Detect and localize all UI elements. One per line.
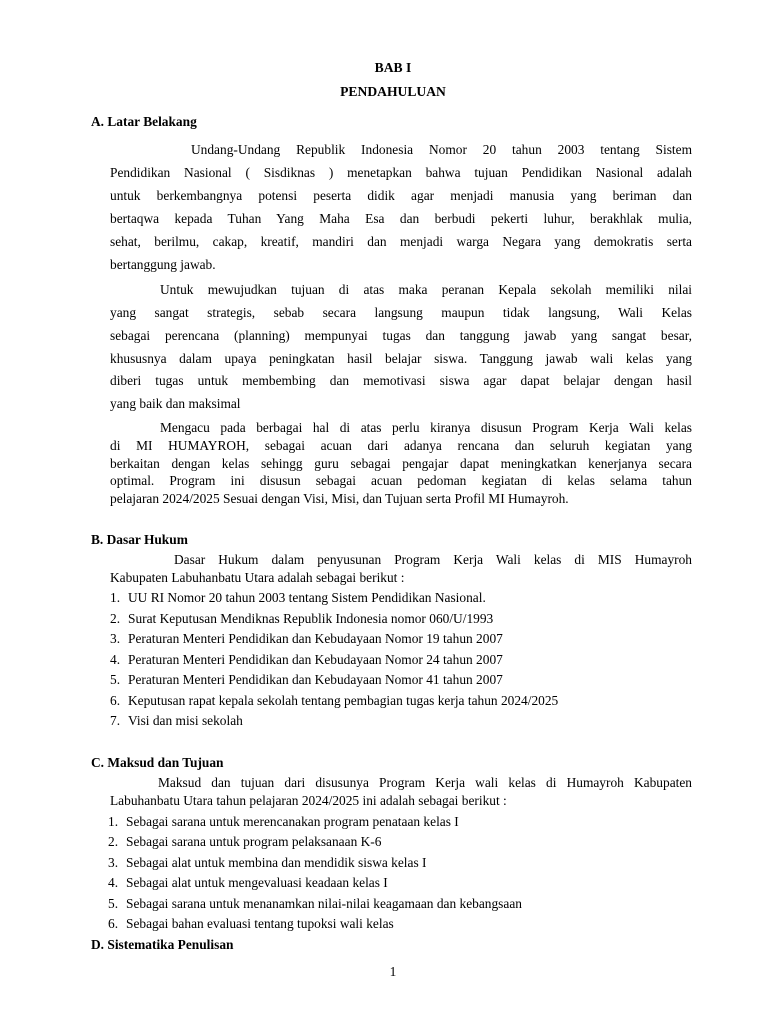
text-line: yang baik dan maksimal [110, 396, 241, 411]
list-number: 4. [108, 875, 119, 890]
list-number: 5. [110, 672, 121, 687]
list-text: Surat Keputusan Mendiknas Republik Indonesia nomor 060/U/1993 [128, 611, 494, 626]
list-number: 5. [108, 896, 119, 911]
list-number: 6. [108, 916, 119, 931]
text-line: optimal. Program ini disusun sebagai acuan pedoman kegiatan di kelas selama tahun [110, 473, 692, 488]
section-b-heading: B. Dasar Hukum [91, 532, 188, 547]
text-line: diberi tugas untuk membembing dan memotivasi siswa agar dapat belajar dengan hasil [110, 373, 692, 388]
text-line: Labuhanbatu Utara tahun pelajaran 2024/2025 ini adalah sebagai berikut : [110, 793, 507, 808]
list-text: Peraturan Menteri Pendidikan dan Kebudayaan Nomor 24 tahun 2007 [128, 652, 503, 667]
section-c-heading: C. Maksud dan Tujuan [91, 755, 224, 770]
list-number: 7. [110, 713, 121, 728]
text-line: pelajaran 2024/2025 Sesuai dengan Visi, Misi, dan Tujuan serta Profil MI Humayroh. [110, 491, 569, 506]
text-line: yang sangat strategis, sebab secara langsung maupun tidak langsung, Wali Kelas [110, 305, 692, 320]
list-text: Sebagai sarana untuk menanamkan nilai-nilai keagamaan dan kebangsaan [126, 896, 522, 911]
text-line: khususnya dalam upaya peningkatan hasil belajar siswa. Tanggung jawab wali kelas yang [110, 351, 692, 366]
list-number: 4. [110, 652, 121, 667]
list-text: Sebagai alat untuk mengevaluasi keadaan kelas I [126, 875, 388, 890]
text-line: sehat, berilmu, cakap, kreatif, mandiri dan menjadi warga Negara yang demokratis serta [110, 234, 692, 249]
list-number: 3. [108, 855, 119, 870]
text-line: bertanggung jawab. [110, 257, 216, 272]
text-line: Mengacu pada berbagai hal di atas perlu kiranya disusun Program Kerja Wali kelas [160, 420, 692, 435]
list-text: Keputusan rapat kepala sekolah tentang pembagian tugas kerja tahun 2024/2025 [128, 693, 559, 708]
section-d-heading: D. Sistematika Penulisan [91, 937, 234, 952]
list-text: Peraturan Menteri Pendidikan dan Kebudayaan Nomor 41 tahun 2007 [128, 672, 503, 687]
text-line: berkaitan dengan kelas sehingg guru sebagai pengajar dapat meningkatkan kenerjanya secara [110, 456, 692, 471]
chapter-subtitle: PENDAHULUAN [340, 84, 446, 99]
section-a-heading: A. Latar Belakang [91, 114, 197, 129]
list-number: 1. [108, 814, 119, 829]
list-text: Visi dan misi sekolah [128, 713, 243, 728]
text-line: Pendidikan Nasional ( Sisdiknas ) menetapkan bahwa tujuan Pendidikan Nasional adalah [110, 165, 692, 180]
text-line: Undang-Undang Republik Indonesia Nomor 20 tahun 2003 tentang Sistem [191, 142, 692, 157]
text-line: Maksud dan tujuan dari disusunya Program Kerja wali kelas di Humayroh Kabupaten [158, 775, 692, 790]
text-line: bertaqwa kepada Tuhan Yang Maha Esa dan berbudi pekerti luhur, berakhlak mulia, [110, 211, 692, 226]
chapter-title: BAB I [374, 60, 412, 75]
text-line: Untuk mewujudkan tujuan di atas maka peranan Kepala sekolah memiliki nilai [160, 282, 692, 297]
list-text: Sebagai sarana untuk program pelaksanaan K-6 [126, 834, 382, 849]
text-line: Dasar Hukum dalam penyusunan Program Kerja Wali kelas di MIS Humayroh [174, 552, 692, 567]
list-number: 6. [110, 693, 121, 708]
text-line: untuk berkembangnya potensi peserta didik agar menjadi manusia yang beriman dan [110, 188, 692, 203]
list-number: 3. [110, 631, 121, 646]
text-line: Kabupaten Labuhanbatu Utara adalah sebagai berikut : [110, 570, 405, 585]
list-number: 2. [108, 834, 119, 849]
list-text: Peraturan Menteri Pendidikan dan Kebudayaan Nomor 19 tahun 2007 [128, 631, 503, 646]
list-text: Sebagai bahan evaluasi tentang tupoksi wali kelas [126, 916, 394, 931]
list-text: UU RI Nomor 20 tahun 2003 tentang Sistem Pendidikan Nasional. [128, 590, 486, 605]
page-number: 1 [389, 964, 397, 979]
list-number: 1. [110, 590, 121, 605]
text-line: di MI HUMAYROH, sebagai acuan dari adanya rencana dan seluruh kegiatan yang [110, 438, 692, 453]
list-text: Sebagai sarana untuk merencanakan program penataan kelas I [126, 814, 459, 829]
list-number: 2. [110, 611, 121, 626]
list-text: Sebagai alat untuk membina dan mendidik siswa kelas I [126, 855, 427, 870]
text-line: sebagai perencana (planning) mempunyai tugas dan tanggung jawab yang sangat besar, [110, 328, 692, 343]
